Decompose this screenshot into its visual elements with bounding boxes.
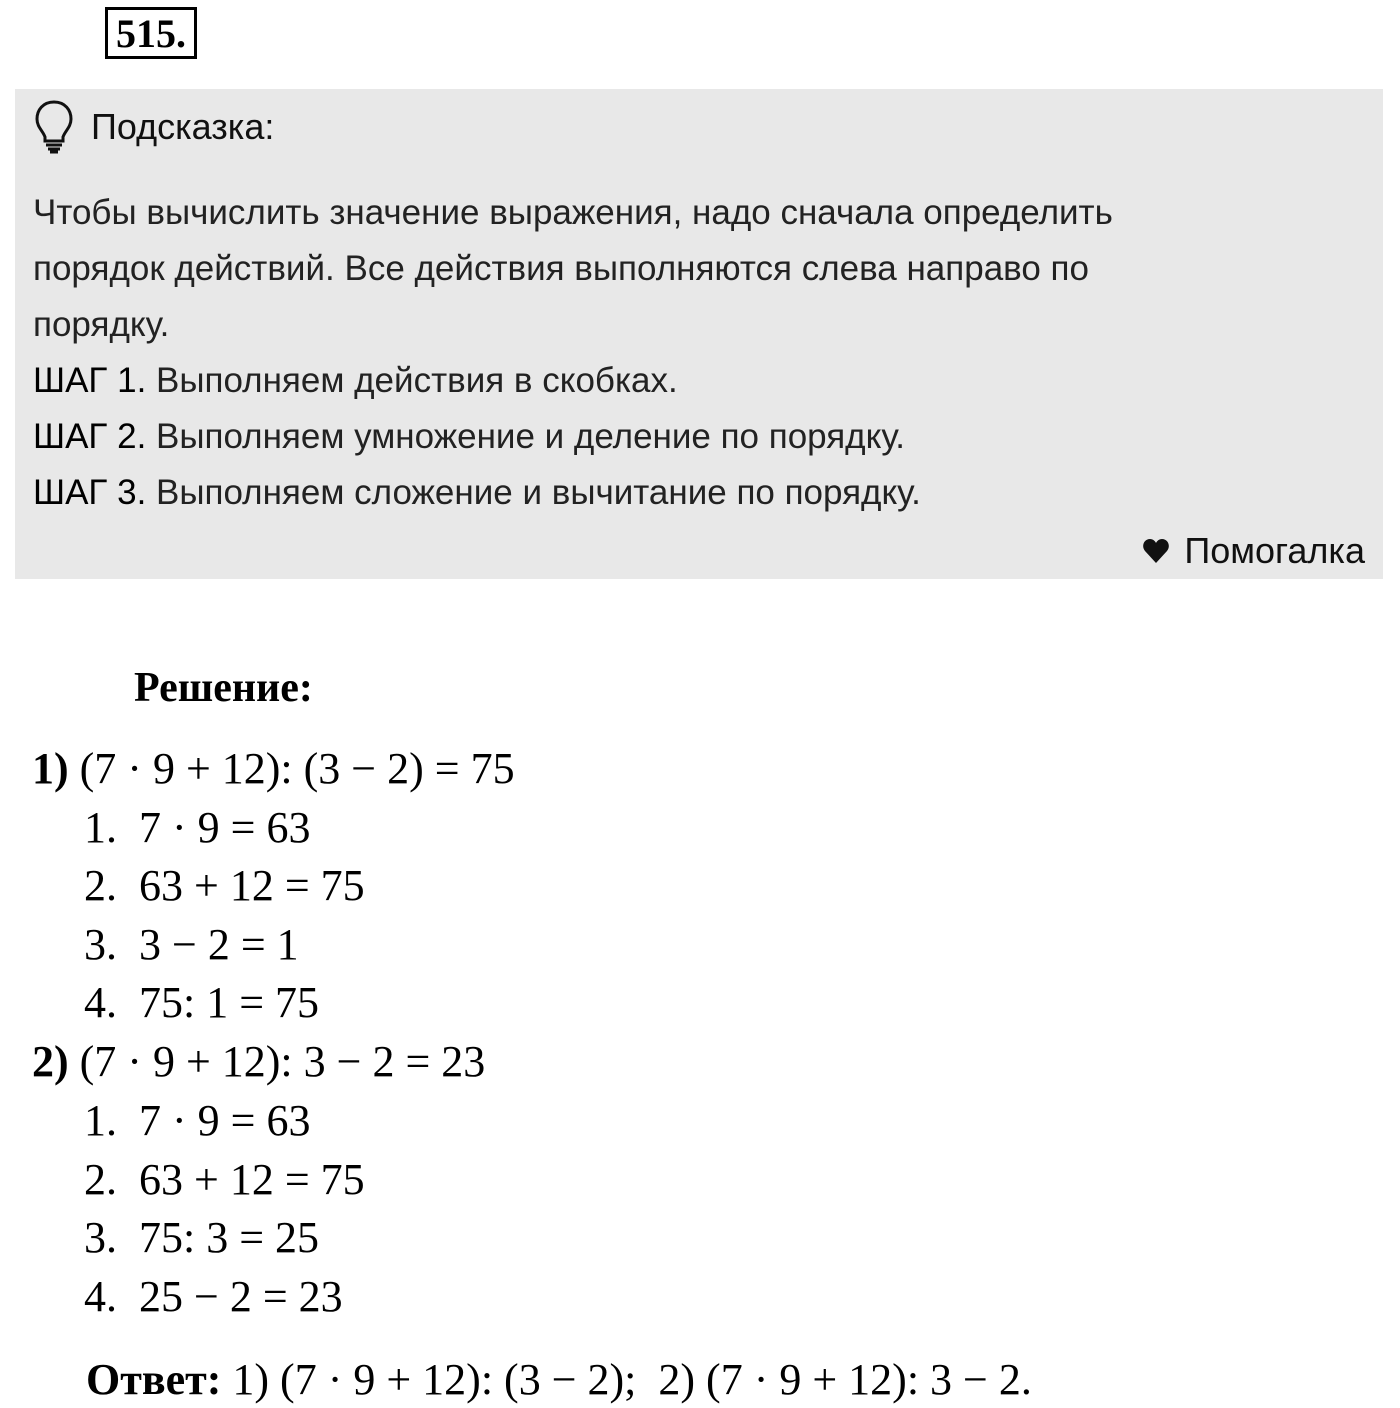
- step-text: Выполняем действия в скобках.: [146, 361, 678, 400]
- calc-step: 3. 75: 3 = 25: [84, 1213, 320, 1262]
- calc-step: 4. 75: 1 = 75: [84, 978, 320, 1027]
- hint-step: [33, 353, 1363, 409]
- calc-step: 4. 25 − 2 = 23: [84, 1272, 343, 1321]
- hint-step: [33, 465, 1363, 521]
- hint-line: порядок действий. Все действия выполняются слева направо по: [33, 249, 1089, 288]
- calc-step: 3. 3 − 2 = 1: [84, 920, 299, 969]
- step-label: ШАГ 1.: [33, 361, 147, 400]
- hint-line: порядку.: [33, 305, 170, 344]
- hint-header: [33, 99, 274, 155]
- step-label: ШАГ 2.: [33, 417, 147, 456]
- expression-text: (7 · 9 + 12): 3 − 2 = 23: [68, 1037, 486, 1086]
- hint-title: Подсказка:: [91, 106, 275, 147]
- lightbulb-icon: [33, 99, 75, 155]
- calc-step: 1. 7 · 9 = 63: [84, 803, 311, 852]
- task-number: 515.: [105, 7, 197, 59]
- expression-2: [32, 1034, 485, 1090]
- brand-name: Помогалка: [1184, 530, 1365, 571]
- part-number: 2): [32, 1037, 69, 1086]
- brand-credit: [1142, 527, 1365, 575]
- step-label: ШАГ 3.: [33, 473, 147, 512]
- answer: [86, 1352, 1032, 1408]
- hint-box: [15, 89, 1383, 579]
- calc-step: 2. 63 + 12 = 75: [84, 861, 365, 910]
- answer-label: Ответ:: [86, 1355, 222, 1404]
- calc-step: 2. 63 + 12 = 75: [84, 1155, 365, 1204]
- step-text: Выполняем умножение и деление по порядку.: [146, 417, 906, 456]
- calc-step: 1. 7 · 9 = 63: [84, 1096, 311, 1145]
- hint-body: [33, 185, 1363, 521]
- expression-text: (7 · 9 + 12): (3 − 2) = 75: [68, 744, 515, 793]
- part-number: 1): [32, 744, 69, 793]
- hint-line: Чтобы вычислить значение выражения, надо сначала определить: [33, 193, 1113, 232]
- answer-text: 1) (7 · 9 + 12): (3 − 2); 2) (7 · 9 + 12): 3 − 2.: [221, 1355, 1032, 1404]
- solution-title: Решение:: [134, 665, 313, 711]
- step-text: Выполняем сложение и вычитание по порядку.: [146, 473, 921, 512]
- heart-icon: [1142, 538, 1170, 564]
- hint-step: [33, 409, 1363, 465]
- expression-1: [32, 741, 515, 797]
